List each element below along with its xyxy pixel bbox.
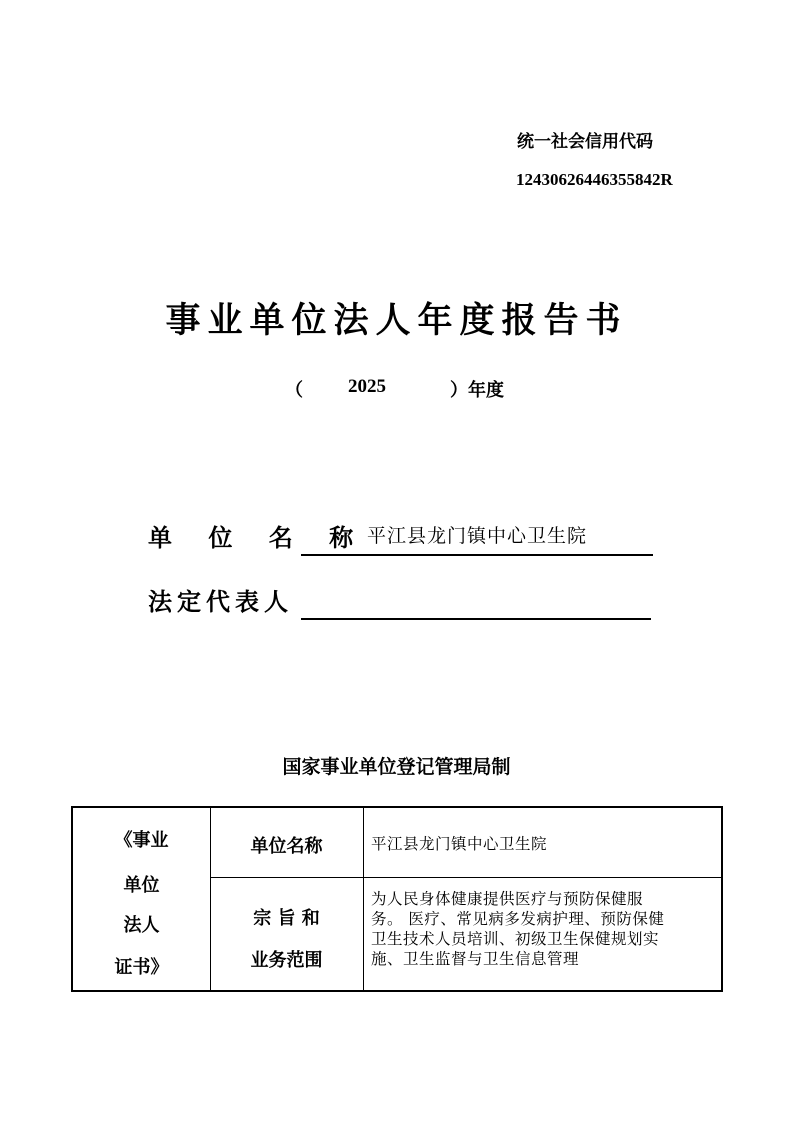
unit-name-value: 平江县龙门镇中心卫生院	[366, 525, 587, 547]
document-title: 事业单位法人年度报告书	[165, 301, 628, 341]
legal-rep-label: 法定代表人	[148, 588, 293, 616]
unit-name-cell-value: 平江县龙门镇中心卫生院	[371, 835, 548, 853]
report-year: 2025	[348, 376, 386, 397]
scope-value-line: 卫生技术人员培训、初级卫生保健规划实	[371, 930, 660, 948]
certificate-title-line: 证书》	[114, 957, 169, 978]
year-close-paren: ）年度	[450, 380, 504, 401]
scope-value	[371, 889, 721, 969]
certificate-title-line: 《事业	[114, 830, 169, 851]
scope-value-line: 为人民身体健康提供医疗与预防保健服	[371, 890, 644, 908]
legal-rep-underline	[301, 618, 651, 620]
certificate-title-line: 法人	[123, 915, 160, 936]
unit-name-underline	[301, 554, 653, 556]
certificate-table	[71, 806, 723, 992]
scope-label-line: 业务范围	[250, 950, 323, 971]
table-divider	[363, 808, 364, 990]
credit-code-label: 统一社会信用代码	[517, 132, 653, 152]
scope-value-line: 务。 医疗、常见病多发病护理、预防保健	[371, 910, 665, 928]
credit-code-value: 12430626446355842R	[516, 170, 673, 189]
certificate-title	[73, 808, 210, 990]
scope-label-line: 宗 旨 和	[253, 908, 320, 929]
scope-value-line: 施、卫生监督与卫生信息管理	[371, 950, 580, 968]
year-open-paren: （	[285, 380, 303, 401]
unit-name-cell-label: 单位名称	[250, 836, 323, 857]
issuer-line: 国家事业单位登记管理局制	[282, 756, 511, 778]
table-divider	[210, 877, 721, 878]
certificate-title-line: 单位	[123, 875, 160, 896]
unit-name-label: 单 位 名 称	[148, 524, 368, 552]
